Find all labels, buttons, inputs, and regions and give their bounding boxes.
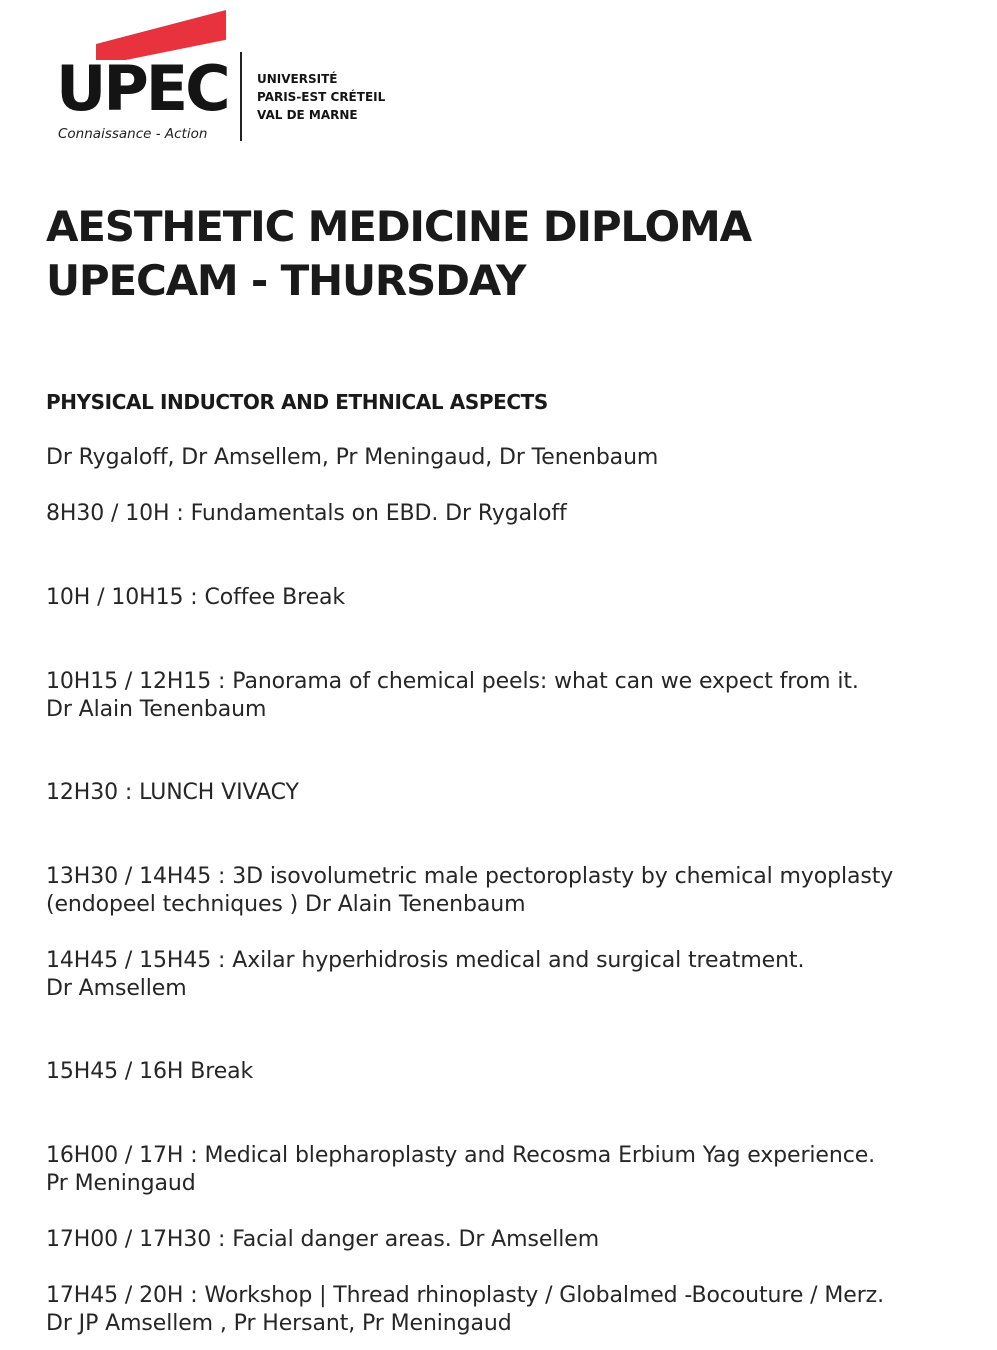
logo-university-line: VAL DE MARNE [257, 108, 358, 122]
schedule-item [46, 1226, 599, 1254]
schedule-item [46, 779, 299, 807]
page-title-line: UPECAM - THURSDAY [46, 256, 526, 305]
logo-university-line: PARIS-EST CRÉTEIL [257, 90, 386, 104]
page-title [46, 200, 751, 308]
schedule-item [46, 668, 859, 724]
logo-tagline: Connaissance - Action [58, 126, 208, 142]
section-speakers: Dr Rygaloff, Dr Amsellem, Pr Meningaud, Dr Tenenbaum [46, 445, 659, 470]
schedule-item-line: 12H30 : LUNCH VIVACY [46, 780, 299, 805]
page-title-line: AESTHETIC MEDICINE DIPLOMA [46, 202, 751, 251]
schedule-item-line: 14H45 / 15H45 : Axilar hyperhidrosis medical and surgical treatment. [46, 948, 805, 973]
schedule-item-line: 16H00 / 17H : Medical blepharoplasty and Recosma Erbium Yag experience. [46, 1143, 876, 1168]
logo-red-stripe [96, 0, 226, 60]
schedule-item-line: 10H15 / 12H15 : Panorama of chemical peels: what can we expect from it. [46, 669, 859, 694]
schedule-item-line: 15H45 / 16H Break [46, 1059, 254, 1084]
schedule-item-line: 13H30 / 14H45 : 3D isovolumetric male pectoroplasty by chemical myoplasty [46, 864, 894, 889]
schedule-item-line: Dr Amsellem [46, 976, 187, 1001]
schedule-item [46, 1058, 253, 1086]
schedule-item-line: 17H45 / 20H : Workshop | Thread rhinoplasty / Globalmed -Bocouture / Merz. [46, 1283, 884, 1308]
logo-wordmark: UPEC [56, 52, 228, 125]
schedule-item-line: 10H / 10H15 : Coffee Break [46, 585, 346, 610]
logo-red-bar [96, 0, 226, 60]
section-heading: PHYSICAL INDUCTOR AND ETHNICAL ASPECTS [46, 390, 548, 414]
schedule-item [46, 584, 345, 612]
schedule-item-line: (endopeel techniques ) Dr Alain Tenenbaum [46, 892, 526, 917]
schedule-item [46, 500, 567, 528]
schedule-item-line: Pr Meningaud [46, 1171, 196, 1196]
schedule-item [46, 1282, 884, 1338]
schedule-item-line: Dr JP Amsellem , Pr Hersant, Pr Meningaud [46, 1311, 512, 1336]
schedule-item-line: Dr Alain Tenenbaum [46, 697, 267, 722]
logo-divider [240, 52, 242, 141]
schedule-item-line: 17H00 / 17H30 : Facial danger areas. Dr Amsellem [46, 1227, 600, 1252]
schedule-item-line: 8H30 / 10H : Fundamentals on EBD. Dr Rygaloff [46, 501, 567, 526]
logo-university-name [257, 70, 385, 124]
schedule-item [46, 1142, 875, 1198]
upec-logo [56, 0, 396, 145]
schedule-item [46, 863, 893, 919]
logo-university-line: UNIVERSITÉ [257, 72, 338, 86]
schedule-item [46, 947, 804, 1003]
